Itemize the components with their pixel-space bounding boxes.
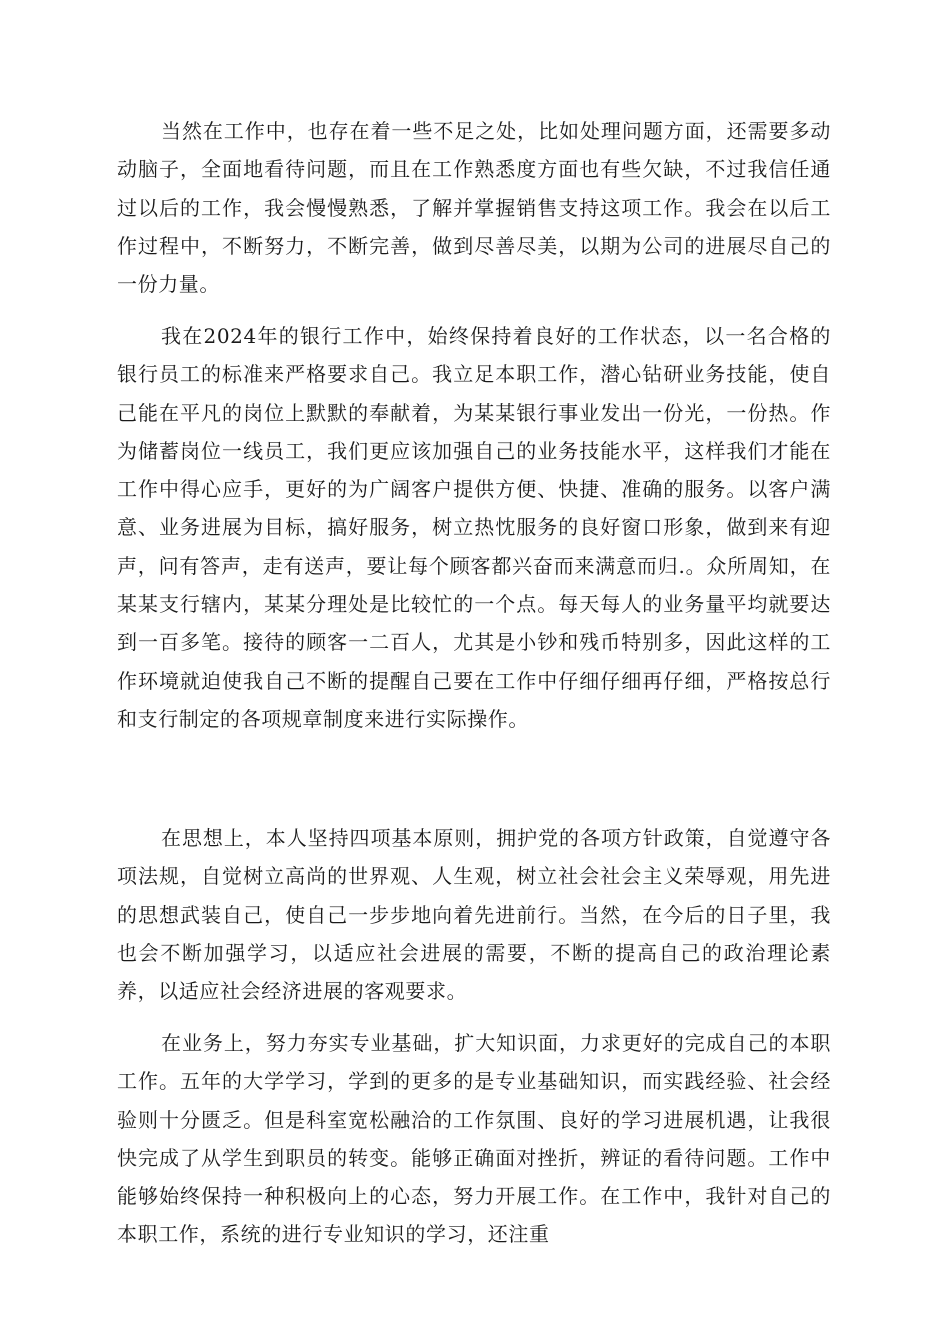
paragraph-bank-work: 我在2024年的银行工作中，始终保持着良好的工作状态，以一名合格的银行员工的标准来严格要求自己。我立足本职工作，潜心钻研业务技能，使自己能在平凡的岗位上默默的奉献着，为某某银行事业发出一份光，一份热。作为储蓄岗位一线员工，我们更应该加强自己的业务技能水平，这样我们才能在工作中得心应手，更好的为广阔客户提供方便、快捷、准确的服务。以客户满意、业务进展为目标，搞好服务，树立热忱服务的良好窗口形象，做到来有迎声，问有答声，走有送声，要让每个顾客都兴奋而来满意而归.。众所周知，在某某支行辖内，某某分理处是比较忙的一个点。每天每人的业务量平均就要达到一百多笔。接待的顾客一二百人，尤其是小钞和残币特别多，因此这样的工作环境就迫使我自己不断的提醒自己要在工作中仔细仔细再仔细，严格按总行和支行制定的各项规章制度来进行实际操作。 <box>117 324 831 731</box>
paragraph-ideology: 在思想上，本人坚持四项基本原则，拥护党的各项方针政策，自觉遵守各项法规，自觉树立高尚的世界观、人生观，树立社会社会主义荣辱观，用先进的思想武装自己，使自己一步步地向着先进前行。当然，在今后的日子里，我也会不断加强学习，以适应社会进展的需要，不断的提高自己的政治理论素养，以适应社会经济进展的客观要求。 <box>117 826 831 1004</box>
paragraph-business: 在业务上，努力夯实专业基础，扩大知识面，力求更好的完成自己的本职工作。五年的大学学习，学到的更多的是专业基础知识，而实践经验、社会经验则十分匮乏。但是科室宽松融洽的工作氛围、良好的学习进展机遇，让我很快完成了从学生到职员的转变。能够正确面对挫折，辨证的看待问题。工作中能够始终保持一种积极向上的心态，努力开展工作。在工作中，我针对自己的本职工作，系统的进行专业知识的学习，还注重 <box>117 1031 831 1247</box>
paragraph-shortcomings: 当然在工作中，也存在着一些不足之处，比如处理问题方面，还需要多动动脑子，全面地看待问题，而且在工作熟悉度方面也有些欠缺，不过我信任通过以后的工作，我会慢慢熟悉，了解并掌握销售支持这项工作。我会在以后工作过程中，不断努力，不断完善，做到尽善尽美，以期为公司的进展尽自己的一份力量。 <box>117 119 831 297</box>
